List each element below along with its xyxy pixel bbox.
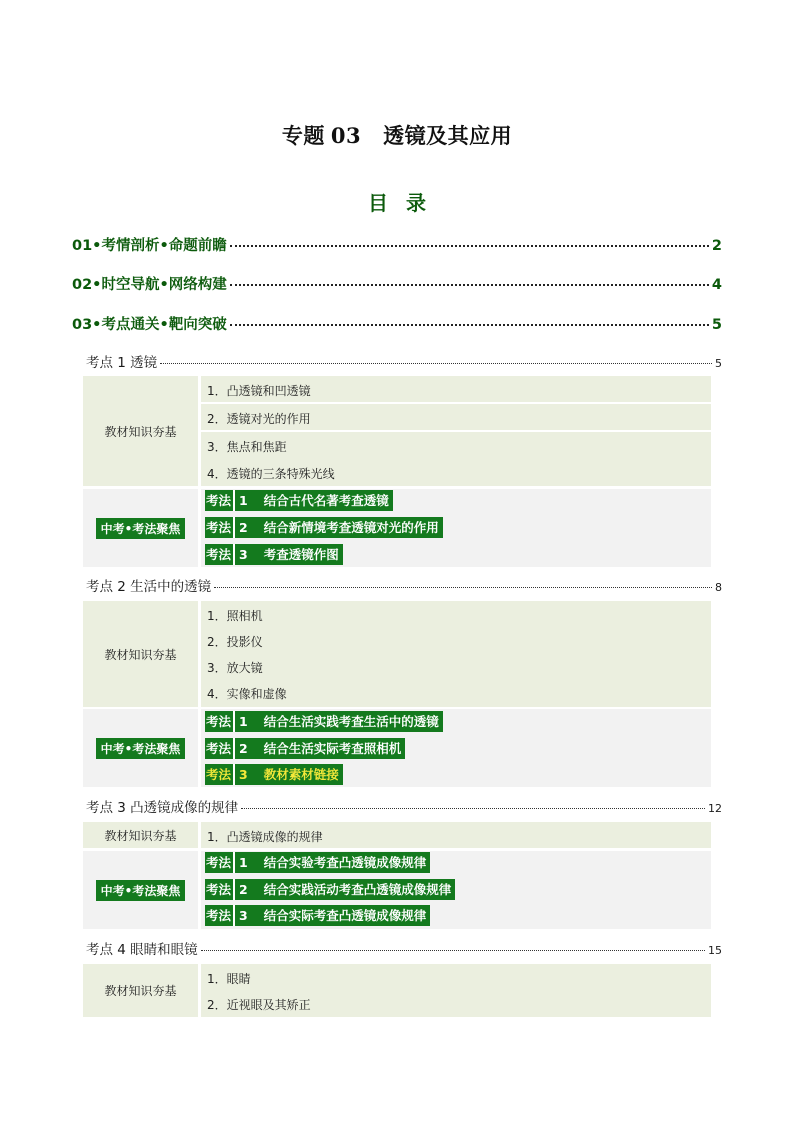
- knowledge-label-cell: 教材知识夯基: [83, 822, 198, 848]
- toc-entry-page: 4: [711, 277, 722, 293]
- point-page: 15: [708, 944, 722, 957]
- method-list: [201, 709, 711, 787]
- knowledge-item[interactable]: 2．透镜对光的作用: [207, 412, 311, 426]
- knowledge-label-cell: 教材知识夯基: [83, 376, 198, 486]
- focus-badge: 中考•考法聚焦: [96, 880, 186, 901]
- knowledge-item[interactable]: 3．放大镜: [207, 661, 263, 675]
- toc-point-1[interactable]: [86, 351, 722, 371]
- knowledge-item[interactable]: 1．凸透镜成像的规律: [207, 830, 323, 844]
- toc-entry-page: 5: [711, 317, 722, 333]
- focus-label-cell: [83, 489, 198, 567]
- knowledge-label-cell: 教材知识夯基: [83, 601, 198, 707]
- point-page: 12: [708, 802, 722, 815]
- toc-point-3[interactable]: [86, 796, 722, 816]
- knowledge-item[interactable]: 2．近视眼及其矫正: [207, 998, 311, 1012]
- knowledge-item[interactable]: 4．实像和虚像: [207, 687, 287, 701]
- point-label: 考点 1 透镜: [86, 355, 158, 371]
- leader-dots: [230, 245, 709, 247]
- method-item-highlighted[interactable]: 考法 3 教材素材链接: [205, 764, 343, 785]
- title-prefix: 专题: [281, 124, 325, 148]
- toc-entry-page: 2: [711, 238, 722, 254]
- method-item[interactable]: 考法 1 结合实验考查凸透镜成像规律: [205, 852, 430, 873]
- method-item[interactable]: 考法 2 结合实践活动考查凸透镜成像规律: [205, 879, 455, 900]
- method-item[interactable]: 考法 2 结合生活实际考查照相机: [205, 738, 405, 759]
- point-3-table: [83, 822, 711, 929]
- toc-entry-label: 01•考情剖析•命题前瞻: [72, 238, 227, 254]
- point-label: 考点 4 眼睛和眼镜: [86, 942, 198, 958]
- method-item[interactable]: 考法 3 考查透镜作图: [205, 544, 343, 565]
- knowledge-item[interactable]: 1．照相机: [207, 609, 263, 623]
- leader-dots: [201, 950, 705, 951]
- toc-point-2[interactable]: [86, 575, 722, 595]
- point-2-table: [83, 601, 711, 787]
- title-text: 透镜及其应用: [383, 124, 513, 148]
- method-list: [201, 851, 711, 929]
- knowledge-list: [201, 601, 711, 707]
- focus-label-cell: [83, 851, 198, 929]
- toc-heading: 目录: [368, 191, 444, 215]
- leader-dots: [214, 587, 712, 588]
- method-item[interactable]: 考法 1 结合古代名著考查透镜: [205, 490, 393, 511]
- focus-label-cell: [83, 709, 198, 787]
- toc-point-4[interactable]: [86, 938, 722, 958]
- focus-badge: 中考•考法聚焦: [96, 518, 186, 539]
- point-label: 考点 3 凸透镜成像的规律: [86, 800, 239, 816]
- method-list: [201, 489, 711, 567]
- method-item[interactable]: 考法 1 结合生活实践考查生活中的透镜: [205, 711, 443, 732]
- knowledge-list: [201, 376, 711, 486]
- method-item[interactable]: 考法 3 结合实际考查凸透镜成像规律: [205, 905, 430, 926]
- point-page: 8: [715, 581, 722, 594]
- point-label: 考点 2 生活中的透镜: [86, 579, 212, 595]
- point-4-table: [83, 964, 711, 1017]
- toc-entry-label: 03•考点通关•靶向突破: [72, 317, 227, 333]
- knowledge-item[interactable]: 1．眼睛: [207, 972, 251, 986]
- leader-dots: [160, 363, 712, 364]
- toc-entry-02[interactable]: [72, 273, 722, 294]
- document-title: [0, 120, 794, 150]
- knowledge-list: [201, 964, 711, 1017]
- knowledge-item[interactable]: 4．透镜的三条特殊光线: [207, 467, 335, 481]
- knowledge-item[interactable]: 2．投影仪: [207, 635, 263, 649]
- toc-entry-03[interactable]: [72, 313, 722, 334]
- point-page: 5: [715, 357, 722, 370]
- knowledge-item[interactable]: 1．凸透镜和凹透镜: [207, 384, 311, 398]
- focus-badge: 中考•考法聚焦: [96, 738, 186, 759]
- knowledge-list: [201, 822, 711, 848]
- title-number: 03: [330, 123, 362, 148]
- knowledge-label-cell: 教材知识夯基: [83, 964, 198, 1017]
- leader-dots: [230, 284, 709, 286]
- toc-entry-01[interactable]: [72, 234, 722, 255]
- toc-entry-label: 02•时空导航•网络构建: [72, 277, 227, 293]
- leader-dots: [241, 808, 705, 809]
- point-1-table: [83, 376, 711, 567]
- leader-dots: [230, 324, 709, 326]
- method-item[interactable]: 考法 2 结合新情境考查透镜对光的作用: [205, 517, 443, 538]
- knowledge-item[interactable]: 3．焦点和焦距: [207, 440, 287, 454]
